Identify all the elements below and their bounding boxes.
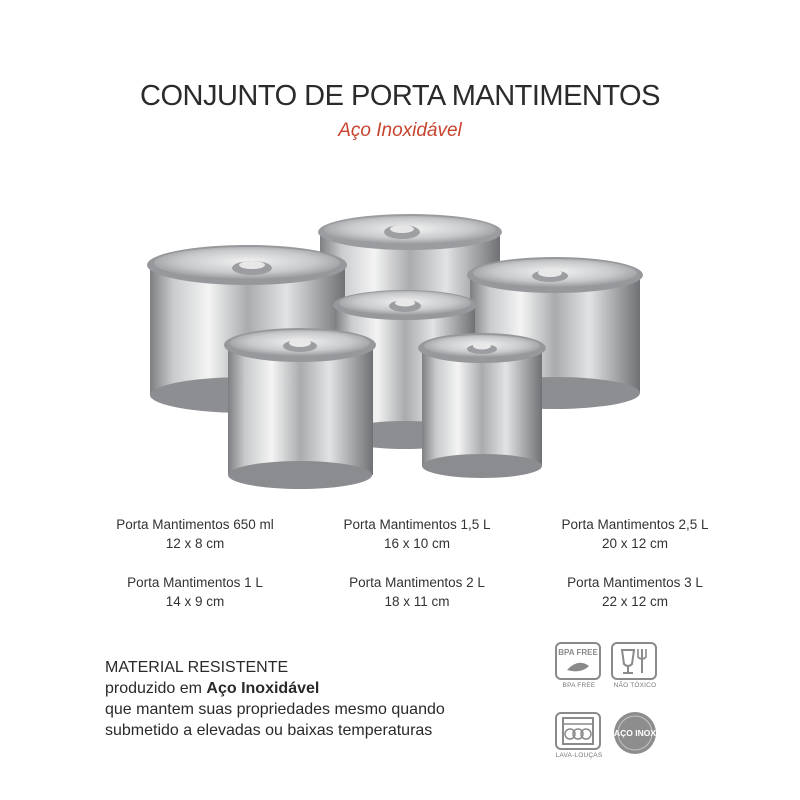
page-title: CONJUNTO DE PORTA MANTIMENTOS — [140, 80, 660, 112]
cup-fork-icon — [613, 644, 655, 678]
spec-dims: 22 x 12 cm — [601, 594, 669, 609]
spec-name: Porta Mantimentos 1,5 L — [343, 517, 491, 532]
material-highlight: Aço Inoxidável — [206, 680, 320, 697]
spec-name: Porta Mantimentos 2,5 L — [561, 517, 709, 532]
bpa-free-caption: BPA FREE — [562, 682, 596, 689]
spec-1l — [90, 573, 300, 611]
feature-badges — [555, 640, 665, 790]
pot-front-left — [224, 328, 376, 489]
material-description — [105, 657, 525, 741]
badge-aco-inox — [612, 710, 660, 761]
page-subtitle: Aço Inoxidável — [338, 120, 462, 141]
spec-name: Porta Mantimentos 3 L — [567, 575, 703, 590]
bpa-free-icon — [557, 644, 599, 678]
spec-dims: 12 x 8 cm — [165, 536, 225, 551]
aco-inox-text: AÇO INOX — [613, 728, 657, 738]
material-line-4: submetido a elevadas ou baixas temperaturas — [105, 722, 433, 739]
spec-name: Porta Mantimentos 650 ml — [116, 517, 274, 532]
product-specs-grid — [90, 515, 730, 615]
spec-1-5l — [312, 515, 522, 553]
badge-bpa-free — [555, 642, 603, 689]
nao-toxico-caption: NÃO TÓXICO — [613, 682, 657, 689]
spec-name: Porta Mantimentos 2 L — [349, 575, 485, 590]
material-heading: MATERIAL RESISTENTE — [105, 659, 289, 676]
spec-dims: 14 x 9 cm — [165, 594, 225, 609]
material-line-2 — [105, 678, 525, 699]
spec-dims: 20 x 12 cm — [601, 536, 669, 551]
bpa-free-box-text: BPA FREE — [558, 648, 598, 657]
pot-front-right — [418, 333, 546, 478]
badge-lava-loucas — [555, 712, 603, 759]
material-line-3: que mantem suas propriedades mesmo quando — [105, 701, 445, 718]
spec-2l — [312, 573, 522, 611]
aco-inox-seal-icon — [612, 710, 658, 756]
spec-2-5l — [530, 515, 740, 553]
spec-3l — [530, 573, 740, 611]
badge-nao-toxico — [611, 642, 659, 689]
spec-650ml — [90, 515, 300, 553]
spec-name: Porta Mantimentos 1 L — [127, 575, 263, 590]
lava-loucas-caption: LAVA-LOUÇAS — [555, 752, 603, 759]
dishwasher-icon — [557, 714, 599, 748]
material-prefix: produzido em — [105, 680, 202, 697]
product-image-pots — [140, 200, 660, 490]
spec-dims: 16 x 10 cm — [383, 536, 451, 551]
spec-dims: 18 x 11 cm — [384, 594, 450, 609]
